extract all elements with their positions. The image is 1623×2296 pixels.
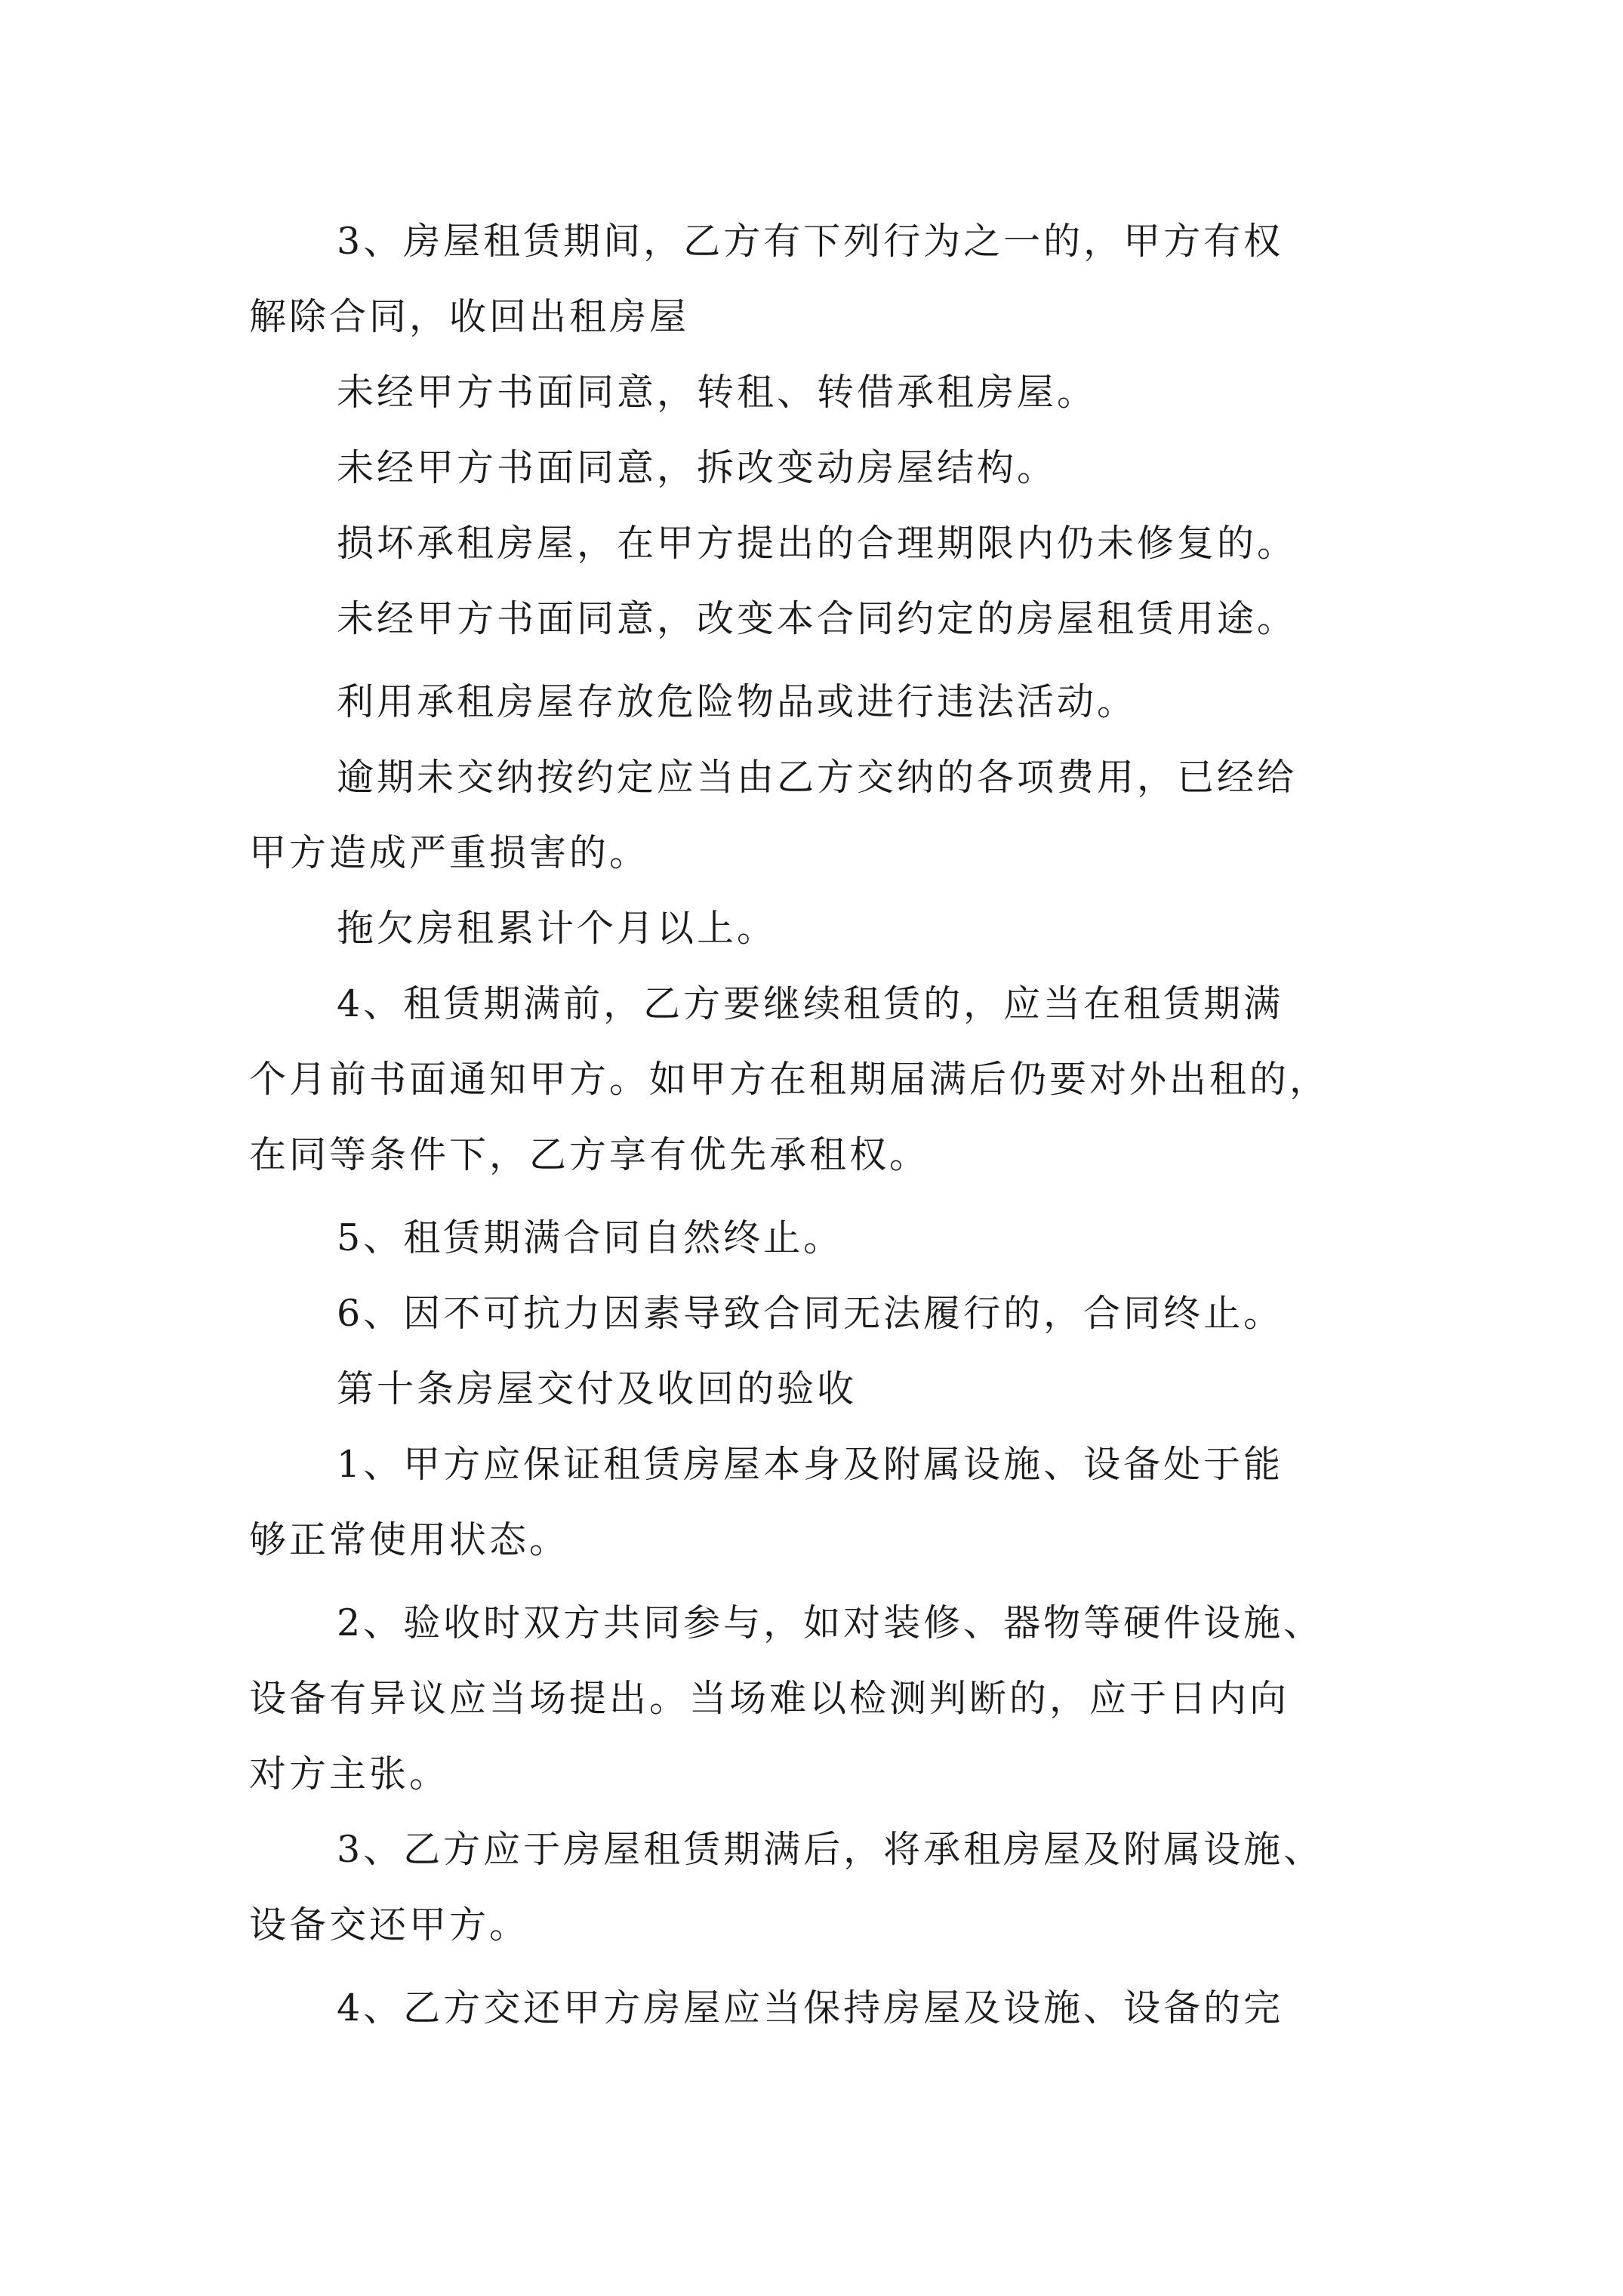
text-line: 设备有异议应当场提出。当场难以检测判断的，应于日内向 [249, 1677, 1290, 1720]
text-line: 对方主张。 [249, 1752, 450, 1795]
text-line: 逾期未交纳按约定应当由乙方交纳的各项费用，已经给 [337, 756, 1298, 799]
text-line: 设备交还甲方。 [249, 1903, 530, 1946]
text-line: 个月前书面通知甲方。如甲方在租期届满后仍要对外出租的， [249, 1058, 1330, 1101]
text-line: 未经甲方书面同意，改变本合同约定的房屋租赁用途。 [337, 597, 1298, 640]
text-line: 3、房屋租赁期间，乙方有下列行为之一的，甲方有权 [337, 220, 1284, 263]
text-line: 拖欠房租累计个月以上。 [337, 907, 778, 950]
text-line: 未经甲方书面同意，拆改变动房屋结构。 [337, 446, 1058, 489]
text-line: 在同等条件下，乙方享有优先承租权。 [249, 1133, 930, 1176]
text-line: 4、乙方交还甲方房屋应当保持房屋及设施、设备的完 [337, 1986, 1284, 2029]
text-line: 利用承租房屋存放危险物品或进行违法活动。 [337, 680, 1138, 723]
text-line: 未经甲方书面同意，转租、转借承租房屋。 [337, 371, 1098, 414]
text-line: 3、乙方应于房屋租赁期满后，将承租房屋及附属设施、 [337, 1828, 1324, 1871]
text-line: 损坏承租房屋，在甲方提出的合理期限内仍未修复的。 [337, 522, 1298, 565]
text-line: 够正常使用状态。 [249, 1518, 570, 1561]
text-line: 4、租赁期满前，乙方要继续租赁的，应当在租赁期满 [337, 982, 1284, 1025]
text-line: 1、甲方应保证租赁房屋本身及附属设施、设备处于能 [337, 1443, 1284, 1486]
text-line: 甲方造成严重损害的。 [249, 831, 650, 874]
text-line: 解除合同，收回出租房屋 [249, 295, 690, 338]
text-line: 第十条房屋交付及收回的验收 [337, 1367, 858, 1410]
text-line: 2、验收时双方共同参与，如对装修、器物等硬件设施、 [337, 1601, 1324, 1644]
text-line: 5、租赁期满合同自然终止。 [337, 1216, 844, 1259]
text-line: 6、因不可抗力因素导致合同无法履行的，合同终止。 [337, 1292, 1284, 1335]
